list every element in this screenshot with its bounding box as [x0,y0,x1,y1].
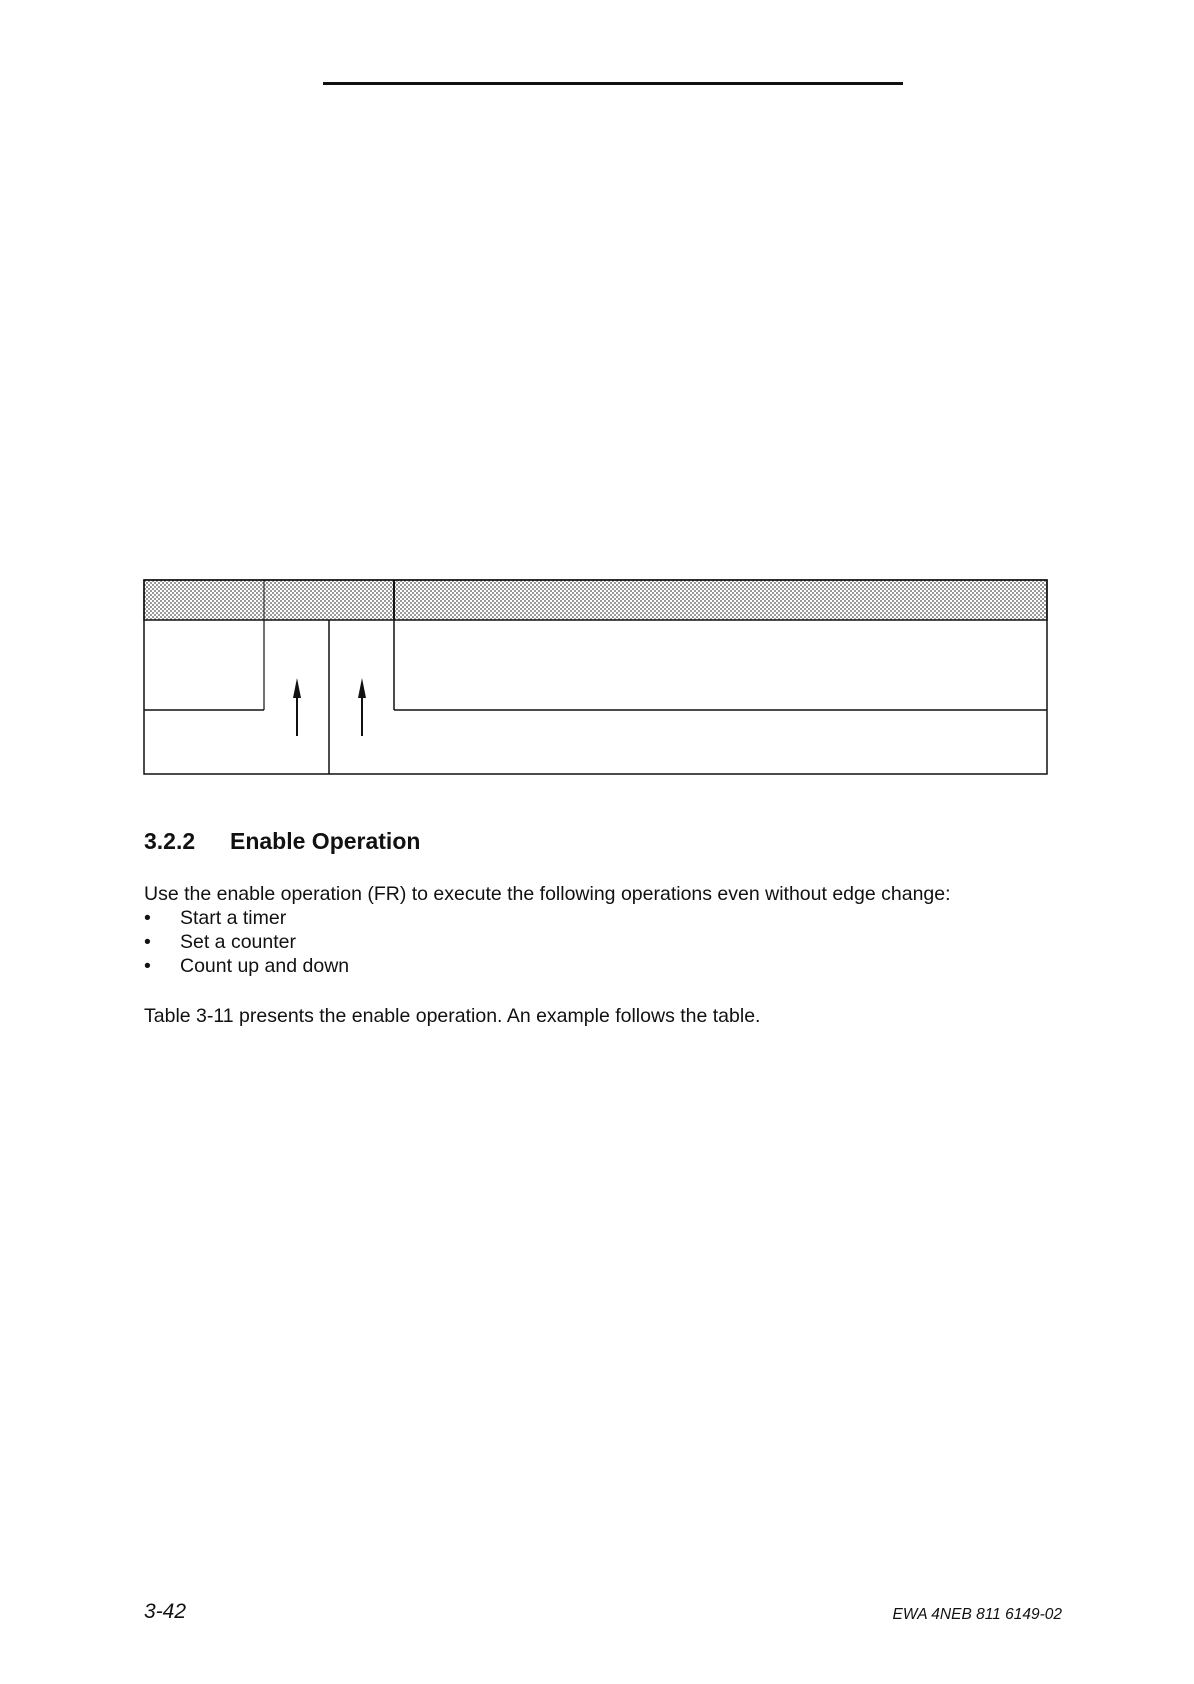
bullet-marker: • [144,955,151,977]
section-heading [144,828,420,855]
table-reference-paragraph: Table 3-11 presents the enable operation. An example follows the table. [144,1005,761,1027]
bullet-marker: • [144,931,151,953]
list-item-text: Count up and down [180,955,350,977]
list-item-text: Start a timer [180,907,287,929]
rising-edge-arrow-icon [293,678,301,736]
section-number: 3.2.2 [144,828,196,854]
bullet-marker: • [144,907,151,929]
page-number: 3-42 [144,1600,187,1623]
list-item [144,930,349,954]
list-item-text: Set a counter [180,931,296,953]
operation-list [144,906,349,978]
document-id: EWA 4NEB 811 6149-02 [892,1606,1062,1623]
list-item [144,954,349,978]
section-title: Enable Operation [230,828,421,854]
table-header-row [144,580,1047,620]
intro-paragraph: Use the enable operation (FR) to execute the following operations even without edge change: [144,883,951,905]
rising-edge-arrow-icon [358,678,366,736]
list-item [144,906,349,930]
